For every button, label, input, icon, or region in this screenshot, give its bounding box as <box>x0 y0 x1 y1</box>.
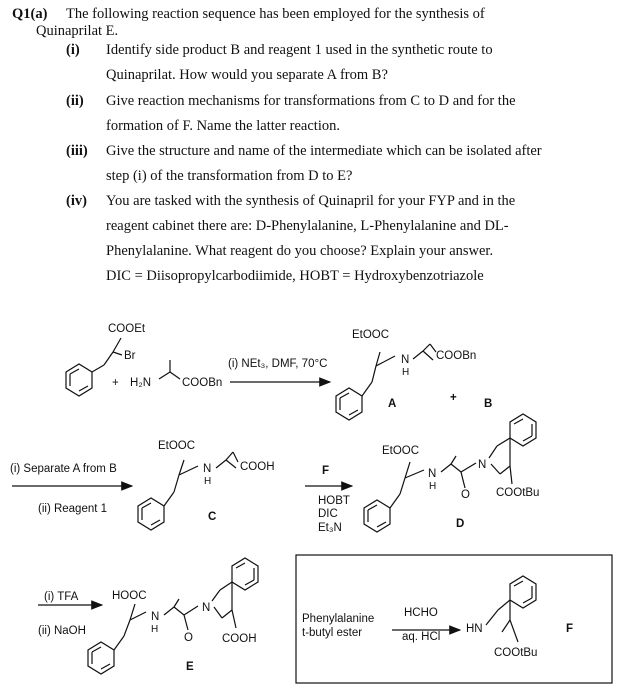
part-iv-line3: Phenylalanine. What reagent do you choose? Explain your answer. <box>106 243 494 259</box>
part-iv-line4: DIC = Diisopropylcarbodiimide, HOBT = Hydroxybenzotriazole <box>106 268 484 284</box>
c-cooh: COOH <box>240 461 275 473</box>
question-intro: The following reaction sequence has been employed for the synthesis of <box>66 6 485 22</box>
product-d-structure <box>364 414 536 532</box>
box-reagent-2: t-butyl ester <box>302 627 363 639</box>
c-etooc: EtOOC <box>158 440 196 452</box>
c-h: H <box>204 476 212 487</box>
label-d: D <box>456 518 465 530</box>
d-o: O <box>461 489 470 501</box>
start-cooet: COOEt <box>108 323 146 335</box>
product-c-structure <box>138 452 238 530</box>
label-f: F <box>566 623 574 635</box>
e-n: N <box>202 602 211 614</box>
label-c: C <box>208 511 217 523</box>
part-iv-line1: You are tasked with the synthesis of Quinapril for your FYP and in the <box>106 193 516 209</box>
part-iii-line2: step (i) of the transformation from D to E? <box>106 168 353 184</box>
label-e: E <box>186 661 194 673</box>
box-cootbu: COOtBu <box>494 647 538 659</box>
plus-sign: + <box>112 377 119 389</box>
box-hn: HN <box>466 623 483 635</box>
alanine-ester-structure <box>159 360 180 379</box>
part-iv-number: (iv) <box>66 193 87 209</box>
e-hooc: HOOC <box>112 590 147 602</box>
a-h: H <box>402 367 410 378</box>
part-iii-line1: Give the structure and name of the intermediate which can be isolated after <box>106 143 542 159</box>
d-h: H <box>429 481 437 492</box>
step2-condition-1: (i) Separate A from B <box>10 463 117 475</box>
box-reagent-1: Phenylalanine <box>302 613 375 625</box>
box-hcho: HCHO <box>404 607 438 619</box>
label-b: B <box>484 398 493 410</box>
d-nh: N <box>428 468 437 480</box>
part-iii-number: (iii) <box>66 143 88 159</box>
e-h: H <box>151 624 159 635</box>
e-cooh: COOH <box>222 633 257 645</box>
amine-h2n: H₂N <box>130 377 152 389</box>
product-f-structure <box>486 576 536 642</box>
a-etooc: EtOOC <box>352 329 390 341</box>
part-iv-line2: reagent cabinet there are: D-Phenylalanine, L-Phenylalanine and DL- <box>106 218 509 234</box>
start-br: Br <box>124 350 136 362</box>
part-ii-number: (ii) <box>66 93 84 109</box>
part-ii-line1: Give reaction mechanisms for transformations from C to D and for the <box>106 93 516 109</box>
step3-dic: DIC <box>318 508 338 520</box>
step2-condition-2: (ii) Reagent 1 <box>38 503 108 515</box>
step3-et3n: Et₃N <box>318 522 342 534</box>
amine-coobn: COOBn <box>182 377 223 389</box>
label-a: A <box>388 398 397 410</box>
product-a-structure <box>336 344 436 420</box>
d-etooc: EtOOC <box>382 445 420 457</box>
box-hcl: aq. HCl <box>402 631 441 643</box>
part-ii-line2: formation of F. Name the latter reaction. <box>106 118 340 134</box>
plus-sign-2: + <box>450 392 457 404</box>
e-nh: N <box>151 611 160 623</box>
c-nh: N <box>203 463 212 475</box>
step3-hobt: HOBT <box>318 495 350 507</box>
d-cootbu: COOtBu <box>496 487 540 499</box>
a-coobn: COOBn <box>436 350 477 362</box>
step1-conditions: (i) NEt₃, DMF, 70°C <box>228 358 328 370</box>
d-n: N <box>478 459 487 471</box>
part-i-line2: Quinaprilat. How would you separate A from B? <box>106 67 388 83</box>
question-intro-cont: Quinaprilat E. <box>36 23 119 39</box>
step3-reagent-f: F <box>322 465 330 477</box>
e-o: O <box>184 632 193 644</box>
product-e-structure <box>88 558 258 674</box>
step4-tfa: (i) TFA <box>44 591 79 603</box>
step4-naoh: (ii) NaOH <box>38 625 86 637</box>
part-i-number: (i) <box>66 42 80 58</box>
a-nh: N <box>401 354 410 366</box>
part-i-line1: Identify side product B and reagent 1 used in the synthetic route to <box>106 42 493 58</box>
question-number: Q1(a) <box>12 6 48 22</box>
